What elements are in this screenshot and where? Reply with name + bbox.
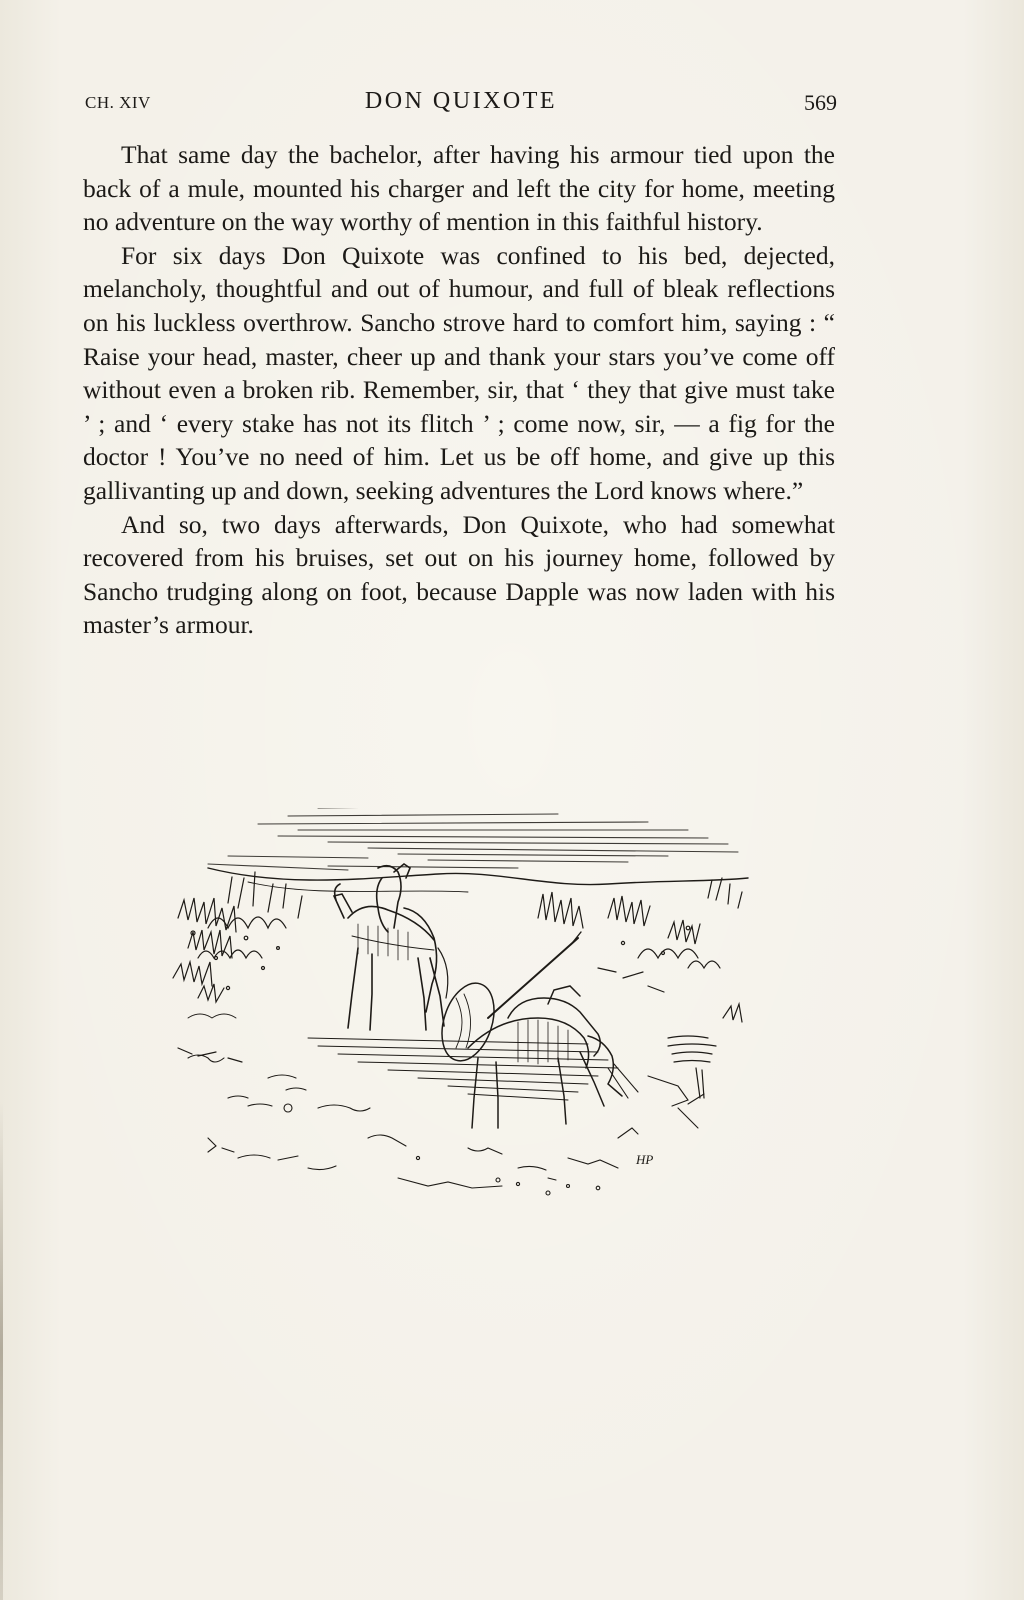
paragraph: For six days Don Quixote was confined to his bed, dejected, melancholy, thoughtful and out of humour, and full of bleak reflections on his luckless overthrow. Sancho strove hard to comfort him, saying : “ Raise your head, master, cheer up and thank your stars you’ve come off without even a broken rib. Remember, sir, that ‘ they that give must take ’ ; and ‘ every stake has not its flitch ’ ; come now, sir, — a fig for the doctor ! You’ve no need of him. Let us be off home, and give up this gallivanting up and down, seeking adventures the Lord knows where.” — [83, 240, 835, 505]
body-text — [83, 138, 835, 642]
engraving-svg — [168, 808, 768, 1228]
book-title: DON QUIXOTE — [364, 88, 558, 114]
page-edge-shadow — [0, 1100, 3, 1600]
ground-shadow — [308, 1038, 618, 1100]
sky-hatching — [208, 808, 738, 870]
artist-signature: HP — [636, 1152, 654, 1167]
page-number: 569 — [804, 90, 837, 115]
lance — [488, 938, 578, 1018]
knight-on-horse — [334, 864, 448, 1030]
running-head — [85, 88, 837, 128]
paragraph: And so, two days afterwards, Don Quixote, who had somewhat recovered from his bruises, set out on his journey home, followed by Sancho trudging along on foot, because Dapple was now laden with his master’s armour. — [83, 509, 835, 640]
shield — [433, 977, 503, 1068]
foreground-marks — [188, 1055, 704, 1195]
right-foliage — [538, 878, 742, 1098]
paragraph: That same day the bachelor, after having his armour tied upon the back of a mule, mounted his charger and left the city for home, meeting no adventure on the way worthy of mention in this faithful history. — [83, 140, 835, 237]
left-foliage — [173, 872, 302, 1062]
engraving-illustration — [168, 808, 768, 1228]
chapter-label: CH. XIV — [85, 93, 151, 112]
